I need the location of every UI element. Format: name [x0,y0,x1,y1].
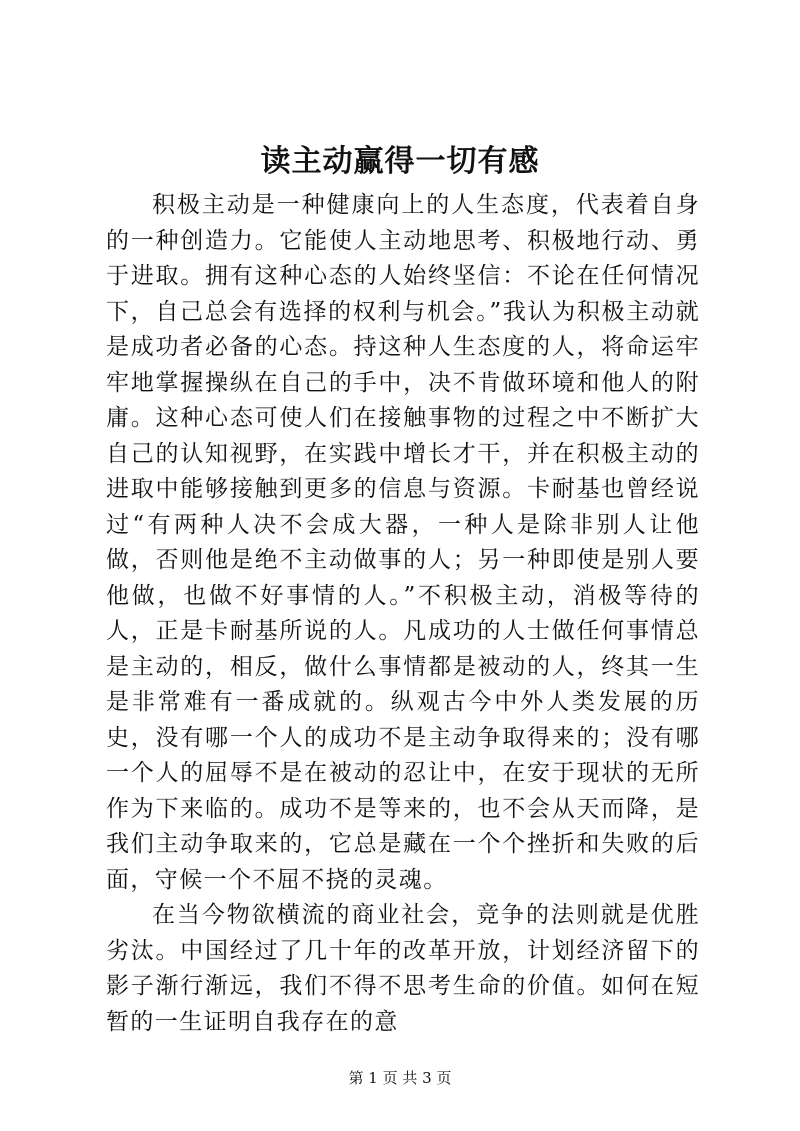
paragraph-1: 积极主动是一种健康向上的人生态度，代表着自身的一种创造力。它能使人主动地思考、积极地行动、勇于进取。拥有这种心态的人始终坚信：不论在任何情况下，自己总会有选择的权利与机会。”我认为积极主动就是成功者必备的心态。持这种人生态度的人，将命运牢牢地掌握操纵在自己的手中，决不肯做环境和他人的附庸。这种心态可使人们在接触事物的过程之中不断扩大自己的认知视野，在实践中增长才干，并在积极主动的进取中能够接触到更多的信息与资源。卡耐基也曾经说过“有两种人决不会成大器，一种人是除非别人让他做，否则他是绝不主动做事的人；另一种即使是别人要他做，也做不好事情的人。”不积极主动，消极等待的人，正是卡耐基所说的人。凡成功的人士做任何事情总是主动的，相反，做什么事情都是被动的人，终其一生是非常难有一番成就的。纵观古今中外人类发展的历史，没有哪一个人的成功不是主动争取得来的；没有哪一个人的屈辱不是在被动的忍让中，在安于现状的无所作为下来临的。成功不是等来的，也不会从天而降，是我们主动争取来的，它总是藏在一个个挫折和失败的后面，守候一个不屈不挠的灵魂。 [106,192,700,893]
document-body [106,188,700,1040]
page-title: 读主动赢得一切有感 [260,144,540,179]
page-number-footer: 第 1 页 共 3 页 [348,1069,452,1087]
paragraph-2: 在当今物欲横流的商业社会，竞争的法则就是优胜劣汰。中国经过了几十年的改革开放，计划经济留下的影子渐行渐远，我们不得不思考生命的价值。如何在短暂的一生证明自我存在的意 [106,902,700,1035]
